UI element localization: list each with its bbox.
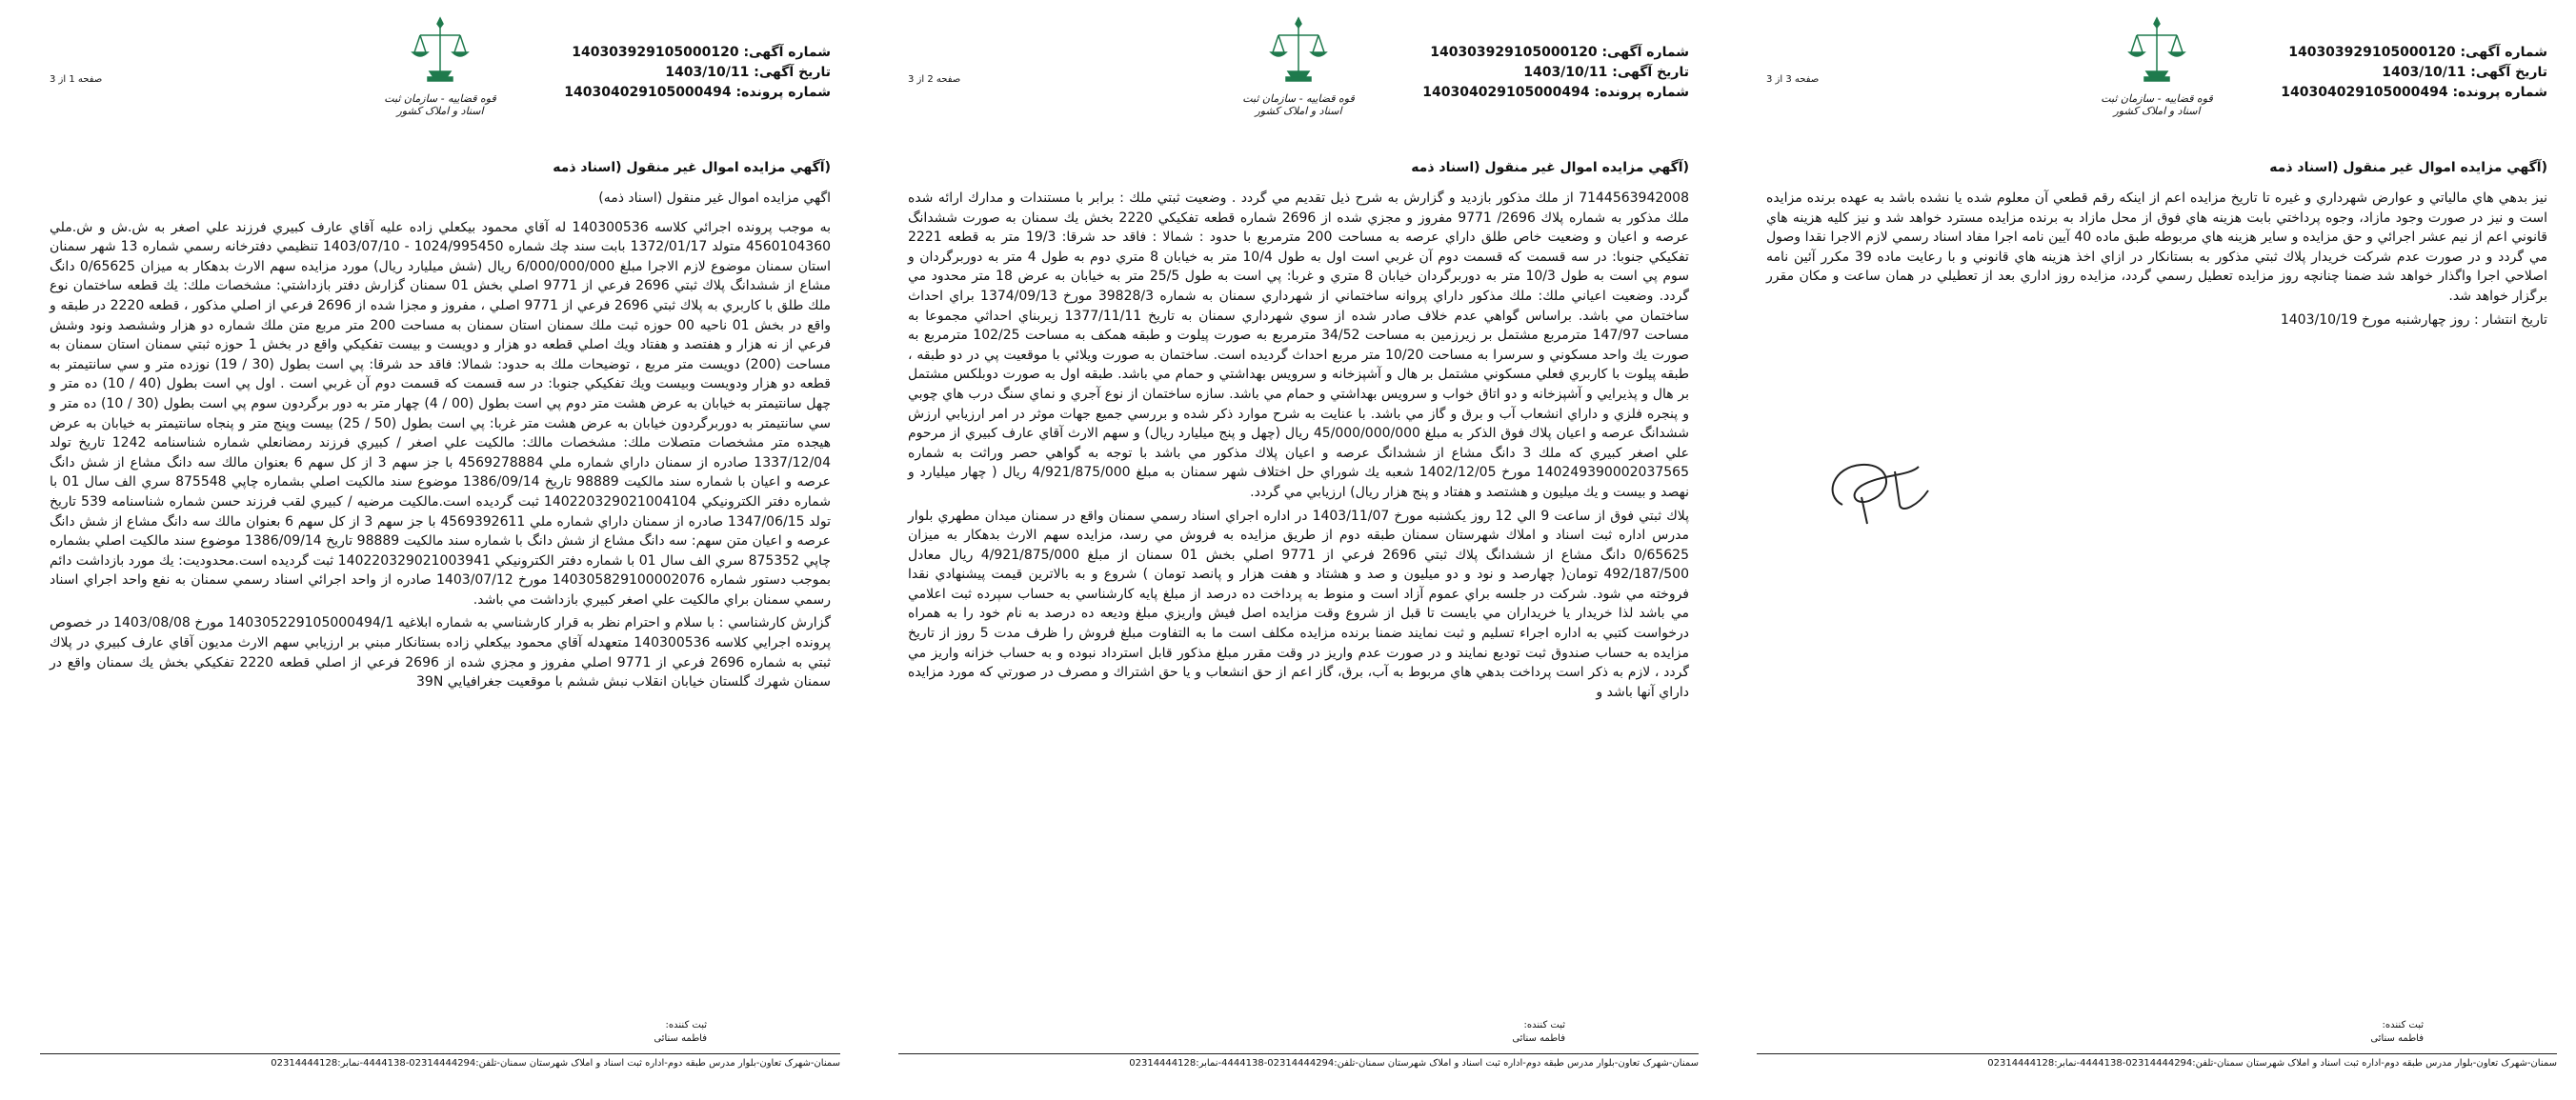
page-header [1738,10,2576,152]
notice-body [908,189,1689,706]
handwritten-signature [1804,438,1966,543]
signer: ثبت کننده: فاطمه سنائی [40,1019,840,1046]
page-footer [40,1019,840,1069]
page-header [21,10,859,152]
notice-number: 140303929105000120 [2288,45,2456,60]
paragraph: پلاك ثبتي فوق از ساعت 9 الي 12 روز يكشنبه مورخ 1403/11/07 در اداره اجراي اسناد رسمي سمنان واقع در سمنان ميدان مطهري بلوار مدرس اداره ثبت اسناد و املاك شهرستان سمنان طبقه دوم از طريق مزايده به فروش مي رسد، مزايده سهم الارث بدهكار به ميزان 0/65625 دانگ مشاع از ششدانگ پلاك ثبتي 2696 فرعي از 9771 اصلي بخش 01 سمنان از مبلغ 4/921/875/000 ريال معادل 492/187/500 تومان( چهارصد و نود و دو ميليون و صد و هشتاد و هفت هزار و پانصد تومان ) شروع و به بالاترين قيمت پيشنهادي نقدا فروخته مي شود. شركت در جلسه براي عموم آزاد است و منوط به پرداخت ده درصد از مبلغ پايه كارشناسي به حساب سپرده ثبت اعلامي مي باشد لذا خريدار يا خريداران مي بايست تا قبل از شروع وقت مزايده اصل فيش واريزي مبلغ وديعه ده درصد به نام خود را به همراه درخواست كتبي به اداره اجراء تسليم و ثبت نمايند ضمنا برنده مزايده مكلف است ما به التفاوت مبلغ فروش را ظرف مدت 5 روز از تاريخ مزايده به حساب صندوق ثبت توديع نمايند و در صورت عدم واريز در وقت مقرر مبلغ مذكور قابل استرداد نبوده و به حساب خزانه واريز مي گردد ، لازم به ذكر است پرداخت بدهي هاي مربوط به آب، برق، گاز اعم از حق انشعاب و يا حق اشتراك و مصرف در صورتي كه مورد مزايده داراي آنها باشد و [908,508,1690,700]
file-number: 140304029105000494 [2281,85,2448,100]
organization-name: قوه قضاییه - سازمان ثبت اسناد و املاک کشور [384,92,496,117]
page-header [879,10,1718,152]
notice-date: 1403/10/11 [2382,65,2466,80]
notice-page-3 [1738,0,2576,1100]
office-address: سمنان-شهرک تعاون-بلوار مدرس طبقه دوم-اداره ثبت اسناد و املاک شهرستان سمنان-تلفن:02314444294-4444138-نمابر:02314444128 [1757,1053,2557,1069]
judiciary-emblem [2090,14,2224,117]
notice-number: 140303929105000120 [1430,45,1598,60]
signer: ثبت کننده: فاطمه سنائی [898,1019,1699,1046]
page-footer [898,1019,1699,1069]
scales-of-justice-icon [2123,14,2190,90]
notice-subtitle: اگهي مزايده اموال غير منقول (اسناد ذمه) [598,190,831,206]
office-address: سمنان-شهرک تعاون-بلوار مدرس طبقه دوم-اداره ثبت اسناد و املاک شهرستان سمنان-تلفن:02314444294-4444138-نمابر:02314444128 [898,1053,1699,1069]
page-number: صفحه 2 از 3 [908,74,961,85]
notice-title: (آگهي مزايده اموال غير منقول (اسناد ذمه [2269,160,2547,175]
notice-page-2 [879,0,1718,1100]
signer: ثبت کننده: فاطمه سنائی [1757,1019,2557,1046]
notice-meta: شماره آگهی: 140303929105000120 تاریخ آگهی: 1403/10/11 شماره پرونده: 140304029105000494 [1422,45,1689,100]
scales-of-justice-icon [407,14,473,90]
notice-date: 1403/10/11 [1523,65,1608,80]
paragraph: 7144563942008 از ملك مذكور بازديد و گزارش به شرح ذيل تقديم مي گردد . وضعيت ثبتي ملك : برابر با مستندات و مدارك ارائه شده ملك مذكور به شماره پلاك 2696/ 9771 مفروز و مجزي شده از 2696 شماره قطعه تفكيكي 2220 بخش يك سمنان به صورت ششدانگ عرصه و اعيان و وضعيت خاص طلق داراي عرصه به مساحت 200 مترمربع با حدود : شمالا : فاقد حد شرقا: 19/3 متر به قطعه 2221 تفكيكي جنوبا: در سه قسمت كه قسمت دوم آن غربي است اول به طول 10/4 متر به خيابان 8 متري دوم به طول 4 متر به دوربرگردان و سوم پي است به طول 10/3 متر به دوربرگردان خيابان 8 متري و غربا: پي است به طول 25/5 متر به خيابان به عرض 18 متر محدود مي گردد. وضعيت اعياني ملك: ملك مذكور داراي پروانه ساختماني از شهرداري سمنان به شماره 39828/3 مورخ 1374/09/13 براي احداث ساختمان مي باشد. براساس گواهي عدم خلاف صادر شده از سوي شهرداري سمنان به تاريخ 1377/11/11 زيربناي احداثي مجموعا به مساحت 147/97 مترمربع مشتمل بر زيرزمين به مساحت 34/52 مترمربع به صورت پيلوت و طبقه همكف به مساحت 102/25 مترمربع به صورت يك واحد مسكوني و سرسرا به مساحت 10/20 متر مربع احداث گرديده است. ساختمان به صورت ويلائي با موقعيت پي در دو طبقه ، طبقه پيلوت با كاربري فعلي مسكوني مشتمل بر هال و آشپزخانه و سرويس بهداشتي و حمام مي باشد. طبقه اول به صورت دوبلكس مشتمل بر هال و پذيرايي و آشپزخانه و دو اتاق خواب و سرويس بهداشتي و حمام مي باشد. سازه ساختمان از نوع آجري و نماي سنگ درب هاي چوبي و پنجره فلزي و داراي انشعاب آب و برق و گاز مي باشد. با عنايت به شرح موارد ذكر شده و بررسي جميع جهات موثر در امر ارزيابي ارزش ششدانگ عرصه و اعيان پلاك فوق الذكر به مبلغ 45/000/000/000 ريال (چهل و پنج ميليارد ريال) و سهم الارث آقاي عارف كبيري از مرحوم علي اصغر كبيري كه ملك 3 دانگ مشاع از ششدانگ عرصه و اعيان پلاك مذكور مي باشد با توجه به گواهي حصر وراثت به شماره 140249390002037565 مورخ 1402/12/05 شعبه يك شوراي حل اختلاف شهر سمنان به مبلغ 4/921/875/000 ريال ( چهار ميليارد و نهصد و بيست و يك ميليون و هشتصد و هفتاد و پنج هزار ريال) ارزيابي مي گردد. [908,190,1690,500]
page-number: صفحه 1 از 3 [50,74,103,85]
notice-body [50,189,831,696]
notice-title: (آگهي مزايده اموال غير منقول (اسناد ذمه [1411,160,1689,175]
office-address: سمنان-شهرک تعاون-بلوار مدرس طبقه دوم-اداره ثبت اسناد و املاک شهرستان سمنان-تلفن:02314444294-4444138-نمابر:02314444128 [40,1053,840,1069]
publish-date-line: تاريخ انتشار : روز چهارشنبه مورخ 1403/10/19 [2280,311,2547,328]
organization-name: قوه قضاییه - سازمان ثبت اسناد و املاک کشور [2101,92,2213,117]
file-number: 140304029105000494 [564,85,732,100]
page-number: صفحه 3 از 3 [1766,74,1820,85]
judiciary-emblem [1232,14,1365,117]
file-number: 140304029105000494 [1422,85,1590,100]
notice-meta: شماره آگهی: 140303929105000120 تاریخ آگهی: 1403/10/11 شماره پرونده: 140304029105000494 [2281,45,2547,100]
notice-page-1 [21,0,859,1100]
signer-name: فاطمه سنائی [654,1033,707,1044]
signer-name: فاطمه سنائی [2370,1033,2424,1044]
paragraph: گزارش كارشناسي : با سلام و احترام نظر به قرار كارشناسي به شماره ابلاغيه 140305229105000494/1 مورخ 1403/08/08 در خصوص پرونده اجرايي كلاسه 140300536 متعهدله آقاي محمود بيكعلي زاده بستانكار مبني بر ارزيابي سهم الارث مديون آقاي عارف كبيري در پلاك ثبتي به شماره 2696 فرعي از 9771 اصلي مفروز و مجزي شده از 2696 فرعي از اصلي قطعه 2220 تفكيكي بخش يك سمنان واقع در سمنان شهرك گلستان خيابان انقلاب نبش ششم با موقعيت جغرافيايي 39N [50,615,832,690]
signer-name: فاطمه سنائی [1512,1033,1565,1044]
notice-body [1766,189,2547,333]
notice-title: (آگهي مزايده اموال غير منقول (اسناد ذمه [553,160,831,175]
paragraph: نيز بدهي هاي مالياتي و عوارض شهرداري و غيره تا تاريخ مزايده اعم از اينكه رقم قطعي آن معلوم شده يا نشده باشد به عهده برنده مزايده است و نيز در صورت وجود مازاد، وجوه پرداختي بابت هزينه هاي فوق از محل مازاد به برنده مزايده مسترد خواهد شد و نيز كليه هزينه هاي قانوني اعم از نيم عشر اجرائي و حق مزايده و ساير هزينه هاي مربوطه طبق ماده 40 آيين نامه اجرا مفاد اسناد رسمي لازم الاجرا نقدا وصول مي گردد و در صورت عدم شركت خريدار پلاك ثبتي مذكور به بستانكار در ازاي اخذ هزينه هاي قانوني و با رعايت ماده 39 مكرر آئين نامه اصلاحي اجرا واگذار خواهد شد ضمنا چنانچه روز مزايده تعطيل رسمي گردد، مزايده روز اداري بعد از تعطيلي در همان ساعت و مكان مقرر برگزار خواهد شد. [1766,190,2547,304]
notice-meta: شماره آگهی: 140303929105000120 تاریخ آگهی: 1403/10/11 شماره پرونده: 140304029105000494 [564,45,831,100]
page-footer [1757,1019,2557,1069]
judiciary-emblem [373,14,507,117]
notice-date: 1403/10/11 [665,65,750,80]
organization-name: قوه قضاییه - سازمان ثبت اسناد و املاک کشور [1242,92,1355,117]
paragraph: به موجب پرونده اجرائي كلاسه 140300536 له آقاي محمود بيكعلي زاده عليه آقاي عارف كبيري فرزند علي اصغر به ش.ش و ش.ملي 4560104360 متولد 1372/01/17 بابت سند چك شماره 1024/995450 - 1403/07/10 تنظيمي دفترخانه رسمي شماره 13 شهر سمنان استان سمنان موضوع لازم الاجرا مبلغ 6/000/000/000 ريال (شش ميليارد ريال) مورد مزايده سهم الارث بدهكار به ميزان 0/65625 دانگ مشاع از ششدانگ پلاك ثبتي 2696 فرعي از 9771 اصلي بخش 01 سمنان گزارش دفتر بازداشتي: مشخصات ملك: يك قطعه ساختمان نوع ملك طلق با كاربري به پلاك ثبتي 2696 فرعي از 9771 اصلي ، مفروز و مجزا شده از 2696 فرعي از اصلي مذكور ، قطعه 2220 در طبقه و واقع در بخش 01 ناحيه 00 حوزه ثبت ملك سمنان استان سمنان به مساحت 200 متر مربع متن ملك شماره دو هزار وششصد ونود وشش فرعي از نه هزار و هفتصد و هفتاد ويك اصلي قطعه دو هزار و دويست و بيست تفكيكي واقع در بخش 1 حوزه ثبتي سمنان استان سمنان به مساحت (200) دويست متر مربع ، توضيحات ملك به حدود: شمالا: فاقد حد شرقا: پي است بطول (30 / 19) نوزده متر و سي سانتيمتر به قطعه دو هزار ودويست وبيست ويك تفكيكي جنوبا: در سه قسمت كه قسمت دوم آن غربي است . اول پي است بطول (40 / 10) ده متر و چهل سانتيمتر به خيابان به عرض هشت متر دوم پي است بطول (00 / 4) چهار متر به دور برگردون سوم پي است بطول (30 / 10) ده متر و سي سانتيمتر به دوربرگردون خيابان به عرض هشت متر غربا: پي است بطول (50 / 25) بيست وپنج متر و پنجاه سانتيمتر به خيابان به عرض هيجده متر مشخصات متصلات ملك: مشخصات مالك: مالكيت علي اصغر / كبيري فرزند رمضانعلي شماره شناسنامه 1242 تاريخ تولد 1337/12/04 صادره از سمنان داراي شماره ملي 4569278884 با جز سهم 3 از كل سهم 6 بعنوان مالك سه دانگ مشاع از شش دانگ عرصه و اعيان با شماره سند مالكيت 98889 تاريخ 1386/09/14 موضوع سند مالكيت اصلي بشماره چاپي 875548 سري الف سال 01 با شماره دفتر الكترونيكي 140220329021004104 ثبت گرديده است.مالكيت مرضيه / كبيري لقب فرزند حسن شماره شناسنامه 539 تاريخ تولد 1347/06/15 صادره از سمنان داراي شماره ملي 4569392611 با جز سهم 3 از كل سهم 6 بعنوان مالك سه دانگ مشاع از شش دانگ عرصه و اعيان متن سهم: سه دانگ مشاع از شش دانگ با شماره سند مالكيت 98889 تاريخ 1386/09/14 موضوع سند مالكيت اصلي بشماره چاپي 875352 سري الف سال 01 با شماره دفتر الكترونيكي 140220329021003941 ثبت گرديده است.محدوديت: يك مورد بازداشت دائم بموجب دستور شماره 140305829100002076 مورخ 1403/07/12 صادره از واحد اجرائي اسناد رسمي سمنان به نفع واحد اجراي اسناد رسمي سمنان براي مالكيت علي اصغر كبيري بازداشت مي باشد. [50,219,832,608]
scales-of-justice-icon [1265,14,1332,90]
notice-number: 140303929105000120 [572,45,739,60]
